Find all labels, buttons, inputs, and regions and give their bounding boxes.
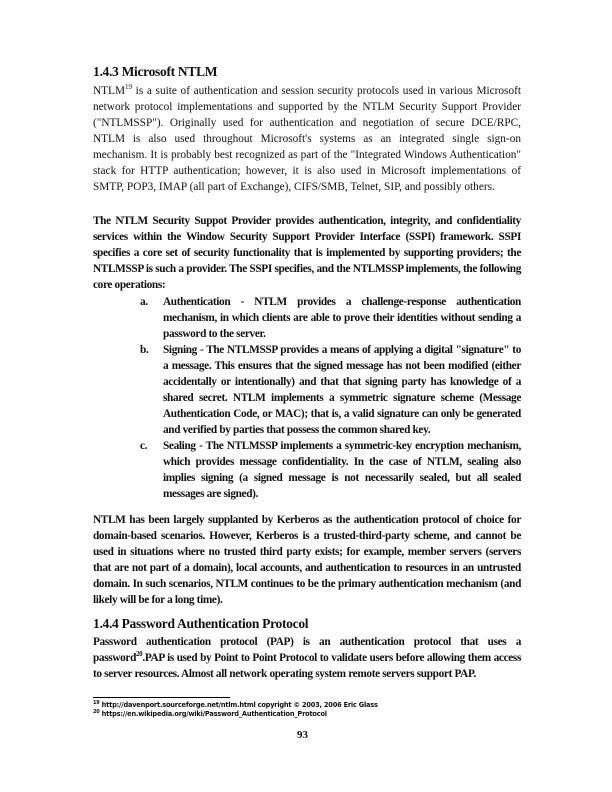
section-heading-ntlm: 1.4.3 Microsoft NTLM <box>93 64 218 79</box>
footnotes <box>93 701 378 719</box>
footnote-divider <box>93 697 230 698</box>
core-operations-list <box>140 294 521 502</box>
ntlm-term: NTLM <box>93 85 126 97</box>
footnote-number: 20 <box>93 709 100 715</box>
footnote-ref-19[interactable]: 19 <box>125 83 133 91</box>
footnote-link[interactable]: http://davenport.sourceforge.net/ntlm.html copyright © 2003, 2006 Eric Glass <box>101 701 378 709</box>
list-marker: a. <box>140 296 148 308</box>
list-item-text: Signing - The NTLMSSP provides a means of applying a digital "signature" to a message. This ensures that the signed message has not been modified (either accidentally or intentionally) and that that signing party has knowledge of a shared secret. NTLM implements a symmetric signature scheme (Message Authentication Code, or MAC); that is, a valid signature can only be generated and verified by parties that possess the common shared key. <box>163 344 521 436</box>
list-item-text: Sealing - The NTLMSSP implements a symmetric-key encryption mechanism, which provides message confidentiality. In the case of NTLM, sealing also implies signing (a signed message is not necessarily sealed, but all sealed messages are signed). <box>163 440 521 500</box>
list-item-sealing <box>140 438 521 502</box>
list-item-text: Authentication - NTLM provides a challenge-response authentication mechanism, in which clients are able to prove their identities without sending a password to the server. <box>163 296 521 340</box>
footnote-20 <box>93 710 378 719</box>
pap-intro-text: Password authentication protocol (PAP) is an authentication protocol that uses a password <box>93 636 521 664</box>
ntlm-intro-text: is a suite of authentication and session security protocols used in various Microsoft network protocol implementations and supported by the NTLM Security Support Provider ("NTLMSSP"). Originally used for authentication and negotiation of secure DCE/RPC, NTLM is also used throughout Microsoft's systems as an integrated single sign-on mechanism. It is probably best recognized as part of the "Integrated Windows Authentication" stack for HTTP authentication; however, it is also used in Microsoft implementations of SMTP, POP3, IMAP (all part of Exchange), CIFS/SMB, Telnet, SIP, and possibly others. <box>93 85 521 193</box>
pap-rest-text: .PAP is used by Point to Point Protocol to validate users before allowing them access to server resources. Almost all network operating system remote servers support PAP. <box>93 652 521 680</box>
paragraph-ntlm-intro <box>93 83 521 195</box>
paragraph-ntlmssp: The NTLM Security Suppot Provider provides authentication, integrity, and confidentiality services within the Window Security Support Provider Interface (SSPI) framework. SSPI specifies a core set of security functionality that is implemented by supporting providers; the NTLMSSP is such a provider. The SSPI specifies, and the NTLMSSP implements, the following core operations: <box>93 215 521 291</box>
paragraph-kerberos: NTLM has been largely supplanted by Kerberos as the authentication protocol of choice for domain-based scenarios. However, Kerberos is a trusted-third-party scheme, and cannot be used in situations where no trusted third party exists; for example, member servers (servers that are not part of a domain), local accounts, and authentication to resources in an untrusted domain. In such scenarios, NTLM continues to be the primary authentication mechanism (and likely will be for a long time). <box>93 514 521 606</box>
list-marker: c. <box>140 440 148 452</box>
list-item-signing <box>140 342 521 438</box>
footnote-link[interactable]: https://en.wikipedia.org/wiki/Password_Authentication_Protocol <box>101 710 327 718</box>
paragraph-pap <box>93 634 521 682</box>
section-heading-pap: 1.4.4 Password Authentication Protocol <box>93 616 309 631</box>
list-marker: b. <box>140 344 149 356</box>
page-number: 93 <box>297 729 308 741</box>
list-item-authentication <box>140 294 521 342</box>
footnote-ref-20[interactable]: 20 <box>136 650 143 658</box>
footnote-number: 19 <box>93 700 100 706</box>
footnote-19 <box>93 701 378 710</box>
